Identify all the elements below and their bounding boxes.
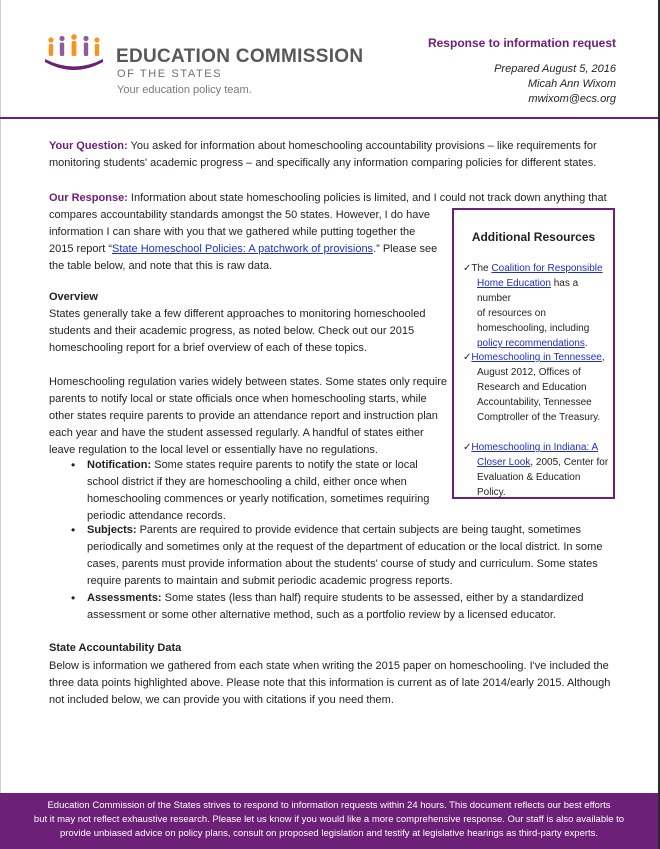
indiana-report-link[interactable]: Homeschooling in Indiana: A: [471, 442, 599, 453]
bullet-line: periodic attendance records.: [87, 510, 226, 522]
overview-paragraph: [49, 306, 444, 357]
bullet-label: Notification:: [87, 459, 152, 471]
bullet-line: cases, parents must provide information about the students' course of study and curriculum. Some states: [87, 558, 598, 570]
response-line: 2015 report “: [49, 243, 112, 255]
indiana-report-link[interactable]: Closer Look: [477, 457, 531, 468]
org-subtitle: OF THE STATES: [117, 68, 223, 80]
accountability-line: Below is information we gathered from each state when writing the 2015 paper on homeschooling. I've included the: [49, 660, 609, 672]
overview-heading: Overview: [49, 291, 98, 303]
resource-text: Comptroller of the Treasury.: [477, 412, 601, 423]
crhe-link[interactable]: Coalition for Responsible: [491, 263, 603, 274]
response-line: the table below, and note that this is raw data.: [49, 260, 273, 272]
author-email: mwixom@ecs.org: [528, 93, 616, 105]
overview-line: students and their academic progress, as noted below. Check out our 2015: [49, 325, 415, 337]
resource-text: Accountability, Tennessee: [477, 397, 592, 408]
org-name: EDUCATION COMMISSION: [116, 46, 364, 67]
footer-line: Education Commission of the States strives to respond to information requests within 24 hours. This document reflects our best efforts: [47, 800, 611, 811]
response-line: Information about state homeschooling policies is limited, and I could not track down anything that: [127, 192, 607, 204]
checkmark-icon: ✓: [463, 263, 472, 274]
bullet-label: Assessments:: [87, 592, 162, 604]
bullet-icon: •: [71, 458, 76, 472]
response-line: information I can share with you that we gathered while putting together the: [49, 226, 416, 238]
assessments-bullet: [87, 590, 617, 624]
response-line: .” Please see: [373, 243, 438, 255]
resource-text: .: [584, 338, 588, 349]
document-title: Response to information request: [427, 36, 616, 50]
bullet-line: require parents to maintain and submit periodic academic progress reports.: [87, 575, 453, 587]
resource-text: ,: [601, 352, 605, 363]
footer-line: provide unbiased advice on policy plans, consult on proposed legislation and testify at legislative hearings as third-party experts.: [59, 828, 599, 839]
bullet-line: Some states require parents to notify the state or local: [151, 459, 418, 471]
overview-line: States generally take a few different approaches to monitoring homeschooled: [49, 308, 426, 320]
bullet-line: Some states (less than half) require students to be assessed, either by a standardized: [161, 592, 584, 604]
accountability-heading: State Accountability Data: [49, 642, 182, 654]
bullet-line: Parents are required to provide evidence that certain subjects are being taught, sometimes: [136, 524, 582, 536]
author-name: Micah Ann Wixom: [527, 78, 616, 90]
footer-line: but it may not reflect exhaustive research. Please let us know if you would like a more comprehensive response. Our staff is also available to: [33, 814, 625, 825]
document-meta: [494, 62, 616, 107]
accountability-paragraph: [49, 658, 624, 709]
resource-text: of resources on: [477, 308, 546, 319]
bullet-icon: •: [71, 523, 76, 537]
resource-text: , 2005, Center for: [530, 457, 609, 468]
response-label: Our Response:: [49, 192, 128, 204]
resource-text: Evaluation & Education Policy.: [477, 472, 581, 498]
bullet-line: assessment or some other alternative method, such as a portfolio review by a licensed educator.: [87, 609, 556, 621]
checkmark-icon: ✓: [463, 352, 472, 363]
resource-item: [463, 261, 611, 351]
resource-text: has a number: [477, 278, 579, 304]
accountability-line: three data points highlighted above. Please note that this information is current as of late 2014/early 2015. Although: [49, 677, 611, 689]
bullet-line: school district if they are homeschooling a child, either once when: [87, 476, 407, 488]
regulation-line: Homeschooling regulation varies widely between states. Some states only require: [49, 376, 448, 388]
regulation-paragraph: [49, 374, 449, 459]
bullet-icon: •: [71, 591, 76, 605]
resource-item: [463, 440, 611, 500]
resource-item: [463, 350, 611, 425]
question-paragraph: [49, 138, 619, 172]
question-line: You asked for information about homeschooling accountability provisions – like requirements for: [127, 140, 597, 152]
header-divider: [0, 117, 658, 119]
prepared-date: Prepared August 5, 2016: [494, 63, 616, 75]
ecs-logo-icon: [43, 34, 105, 74]
page-left-edge: [0, 0, 1, 849]
regulation-line: leave regulation to the local level or essentially have no regulations.: [49, 444, 378, 456]
org-tagline: Your education policy team.: [117, 84, 252, 96]
tennessee-report-link[interactable]: Homeschooling in Tennessee: [471, 352, 602, 363]
subjects-bullet: [87, 522, 617, 590]
policy-recommendations-link[interactable]: policy recommendations: [477, 338, 585, 349]
resources-title: Additional Resources: [471, 230, 596, 244]
additional-resources-box: [452, 208, 615, 499]
question-line: monitoring students' academic progress – and specifically any information comparing policies for different states.: [49, 157, 597, 169]
crhe-link[interactable]: Home Education: [477, 278, 551, 289]
resource-text: Research and Education: [477, 382, 587, 393]
response-line: compares accountability standards amongst the 50 states. However, I do have: [49, 209, 430, 221]
notification-bullet: [87, 457, 447, 525]
checkmark-icon: ✓: [463, 442, 472, 453]
question-label: Your Question:: [49, 140, 128, 152]
resource-text: August 2012, Offices of: [477, 367, 581, 378]
regulation-line: each year and have the student assessed regularly. A handful of states either: [49, 427, 424, 439]
regulation-line: parents to notify local or state officials once when homeschooling starts, while: [49, 393, 427, 405]
bullet-line: periodically and sometimes only at the request of the department of education or the local district. In some: [87, 541, 603, 553]
regulation-line: other states require parents to provide an attendance report and instruction plan: [49, 410, 438, 422]
patchwork-report-link[interactable]: State Homeschool Policies: A patchwork of provisions: [111, 243, 374, 255]
footer-text: [20, 799, 638, 841]
resource-text: homeschooling, including: [477, 323, 590, 334]
overview-line: homeschooling report for a brief overview of each of these topics.: [49, 342, 367, 354]
accountability-line: not included below, we can provide you with citations if you need them.: [49, 694, 394, 706]
bullet-line: homeschooling commences or yearly notification, sometimes requiring: [87, 493, 430, 505]
bullet-label: Subjects:: [87, 524, 137, 536]
footer-banner: [0, 793, 658, 849]
resource-text: The: [471, 263, 492, 274]
